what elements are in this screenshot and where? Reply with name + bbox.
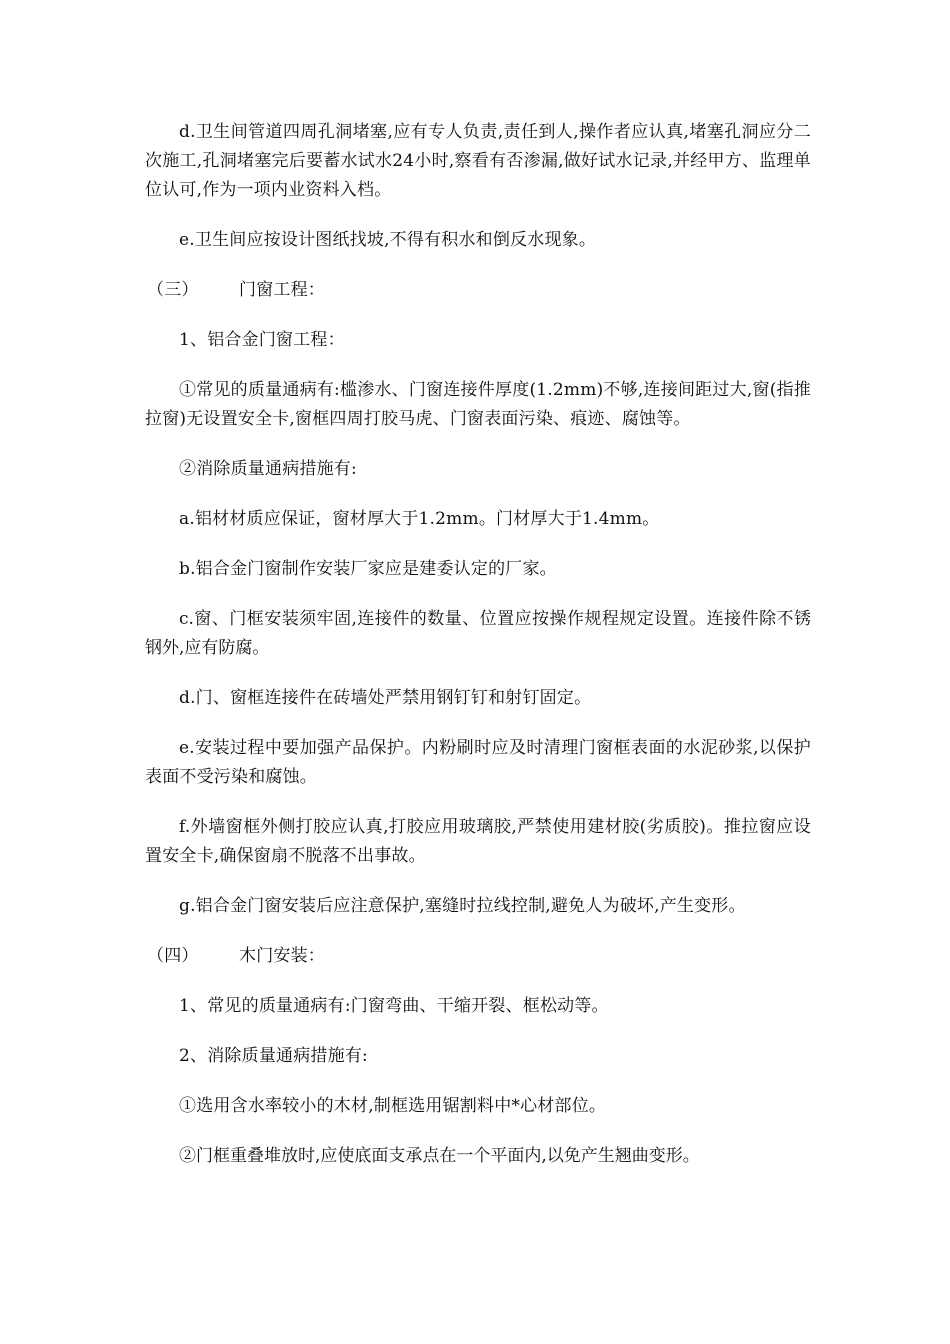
paragraph-common-defects-aluminum: ①常见的质量通病有:槛渗水、门窗连接件厚度(1.2mm)不够,连接间距过大,窗(指推拉窗)无设置安全卡,窗框四周打胶马虎、门窗表面污染、痕迹、腐蚀等。 [145,380,811,429]
paragraph-e-product-protection: e.安装过程中要加强产品保护。内粉刷时应及时清理门窗框表面的水泥砂浆,以保护表面不受污染和腐蚀。 [145,738,811,787]
paragraph-frame-stacking: ②门框重叠堆放时,应使底面支承点在一个平面内,以免产生翘曲变形。 [179,1146,700,1166]
section-number: （四） [147,946,199,966]
paragraph-b-manufacturer: b.铝合金门窗制作安装厂家应是建委认定的厂家。 [179,559,557,579]
section-title: 木门安装： [239,946,325,966]
paragraph-c-frame-installation: c.窗、门框安装须牢固,连接件的数量、位置应按操作规程规定设置。连接件除不锈钢外,应有防腐。 [145,609,811,658]
section-heading-doors-windows [145,276,811,305]
section-number: （三） [147,280,199,300]
paragraph-a-material-thickness: a.铝材材质应保证，窗材厚大于1.2mm。门材厚大于1.4mm。 [179,509,660,529]
paragraph-d-bathroom-pipe-holes: d.卫生间管道四周孔洞堵塞,应有专人负责,责任到人,操作者应认真,堵塞孔洞应分二次施工,孔洞堵塞完后要蓄水试水24小时,察看有否渗漏,做好试水记录,并经甲方、监理单位认可,作为一项内业资料入档。 [145,122,811,200]
section-heading-wooden-doors [145,942,811,971]
document-body [145,118,811,1192]
paragraph-common-defects-wood: 1、常见的质量通病有:门窗弯曲、干缩开裂、框松动等。 [179,996,609,1016]
paragraph-f-sealant: f.外墙窗框外侧打胶应认真,打胶应用玻璃胶,严禁使用建材胶(劣质胶)。推拉窗应设置安全卡,确保窗扇不脱落不出事故。 [145,817,811,866]
paragraph-wood-moisture: ①选用含水率较小的木材,制框选用锯割料中*心材部位。 [179,1096,607,1116]
paragraph-g-post-install-protection: g.铝合金门窗安装后应注意保护,塞缝时拉线控制,避免人为破坏,产生变形。 [179,896,746,916]
paragraph-defect-measures-wood: 2、消除质量通病措施有: [179,1046,368,1066]
section-title: 门窗工程： [239,280,325,300]
paragraph-d-connector-fixing: d.门、窗框连接件在砖墙处严禁用钢钉钉和射钉固定。 [179,688,592,708]
paragraph-e-bathroom-slope: e.卫生间应按设计图纸找坡,不得有积水和倒反水现象。 [179,230,597,250]
paragraph-aluminum-doors-windows: 1、铝合金门窗工程： [179,330,345,350]
paragraph-defect-measures-aluminum: ②消除质量通病措施有: [179,459,357,479]
